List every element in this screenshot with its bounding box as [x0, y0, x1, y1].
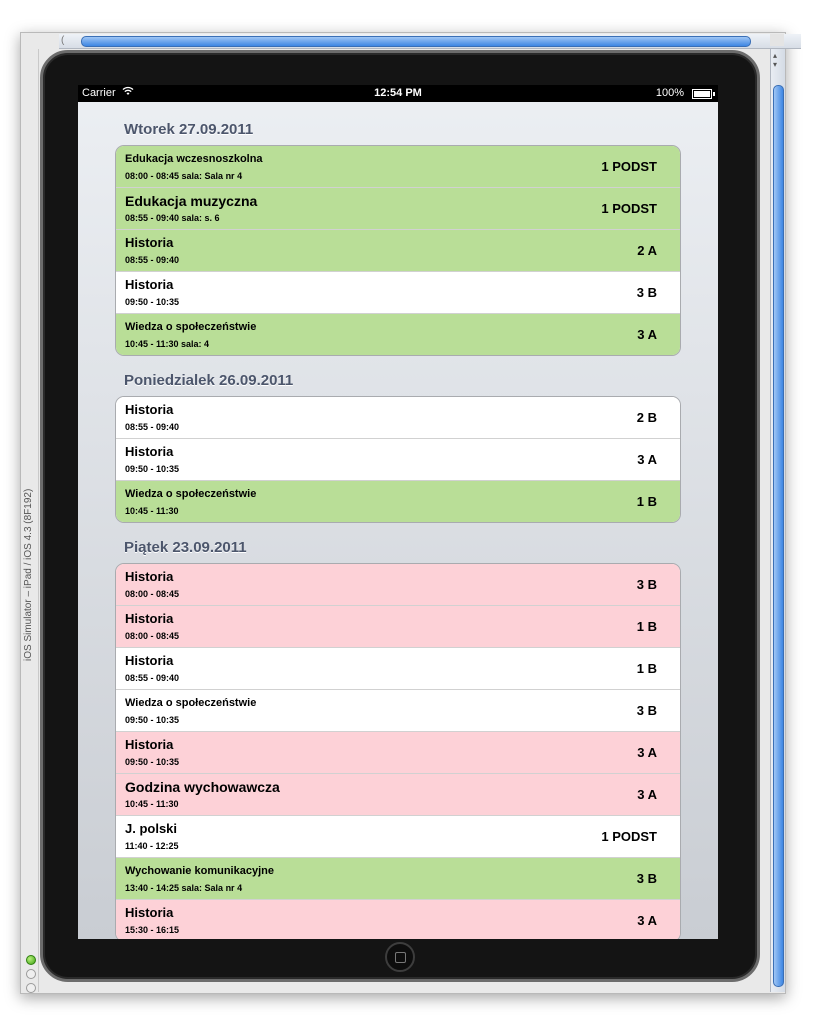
lesson-time: 08:00 - 08:45 sala: Sala nr 4 — [125, 171, 243, 181]
ios-screen — [78, 85, 718, 939]
lesson-class: 2 A — [637, 243, 657, 258]
lesson-time: 09:50 - 10:35 — [125, 464, 180, 474]
horizontal-scrollbar[interactable] — [59, 34, 801, 49]
lesson-time: 11:40 - 12:25 — [125, 841, 179, 851]
lesson-row[interactable] — [116, 899, 680, 939]
minimize-button-icon[interactable] — [26, 969, 36, 979]
lesson-class: 1 B — [636, 494, 657, 509]
lesson-subject: Historia — [125, 611, 174, 626]
lesson-class: 3 B — [636, 577, 657, 592]
section-header: Wtorek 27.09.2011 — [124, 121, 254, 138]
lesson-subject: Historia — [125, 737, 174, 752]
lesson-group — [115, 145, 681, 356]
lesson-group — [115, 396, 681, 523]
lesson-subject: Wiedza o społeczeństwie — [125, 697, 257, 709]
lesson-row[interactable] — [116, 815, 680, 857]
scroll-up-down-icon[interactable]: ▴ ▾ — [773, 51, 778, 69]
lesson-class: 2 B — [636, 410, 657, 425]
home-button[interactable] — [385, 942, 415, 972]
lesson-class: 3 B — [636, 871, 657, 886]
lesson-class: 3 A — [637, 327, 657, 342]
lesson-time: 08:00 - 08:45 — [125, 589, 180, 599]
lesson-row[interactable] — [116, 731, 680, 773]
lesson-time: 10:45 - 11:30 sala: 4 — [125, 339, 210, 349]
home-square-icon — [395, 952, 406, 963]
lesson-subject: Wychowanie komunikacyjne — [125, 865, 274, 877]
lesson-time: 15:30 - 16:15 — [125, 925, 180, 935]
simulator-side-gutter — [21, 49, 39, 992]
lesson-class: 1 PODST — [601, 829, 657, 844]
lesson-class: 3 A — [637, 745, 657, 760]
scroll-left-cap-icon: ( — [61, 35, 65, 46]
resize-corner-icon[interactable] — [770, 34, 784, 46]
horizontal-scroll-thumb[interactable] — [81, 36, 751, 47]
vertical-scroll-thumb[interactable] — [773, 85, 784, 987]
status-bar — [78, 85, 718, 102]
schedule-table[interactable] — [115, 115, 681, 939]
lesson-class: 1 B — [636, 661, 657, 676]
lesson-subject: Godzina wychowawcza — [125, 779, 280, 795]
lesson-row[interactable] — [116, 229, 680, 271]
lesson-row[interactable] — [116, 397, 680, 438]
lesson-subject: Historia — [125, 569, 174, 584]
lesson-subject: Wiedza o społeczeństwie — [125, 321, 257, 333]
lesson-class: 3 B — [636, 703, 657, 718]
lesson-class: 1 PODST — [601, 159, 657, 174]
lesson-row[interactable] — [116, 773, 680, 815]
lesson-subject: J. polski — [125, 821, 178, 836]
lesson-time: 08:55 - 09:40 — [125, 255, 180, 265]
lesson-class: 3 A — [637, 787, 657, 802]
lesson-row[interactable] — [116, 689, 680, 731]
clock: 12:54 PM — [374, 87, 422, 99]
lesson-time: 13:40 - 14:25 sala: Sala nr 4 — [125, 883, 243, 893]
lesson-time: 08:55 - 09:40 sala: s. 6 — [125, 213, 220, 223]
lesson-time: 08:55 - 09:40 — [125, 673, 180, 683]
lesson-row[interactable] — [116, 146, 680, 187]
lesson-subject: Historia — [125, 402, 174, 417]
lesson-row[interactable] — [116, 605, 680, 647]
battery-icon — [692, 89, 712, 99]
lesson-subject: Historia — [125, 653, 174, 668]
lesson-row[interactable] — [116, 313, 680, 355]
lesson-class: 3 A — [637, 913, 657, 928]
lesson-time: 08:00 - 08:45 — [125, 631, 180, 641]
lesson-class: 1 B — [636, 619, 657, 634]
lesson-subject: Historia — [125, 905, 174, 920]
simulator-title: iOS Simulator – iPad / iOS 4.3 (8F192) — [23, 488, 34, 661]
zoom-button-icon[interactable] — [26, 955, 36, 965]
lesson-group — [115, 563, 681, 939]
lesson-subject: Edukacja wczesnoszkolna — [125, 153, 263, 165]
section-header: Piątek 23.09.2011 — [124, 539, 247, 556]
section-header: Poniedzialek 26.09.2011 — [124, 372, 294, 389]
vertical-scrollbar[interactable] — [770, 49, 785, 992]
carrier-label: Carrier — [82, 87, 116, 99]
lesson-class: 1 PODST — [601, 201, 657, 216]
lesson-subject: Edukacja muzyczna — [125, 193, 258, 209]
lesson-row[interactable] — [116, 857, 680, 899]
lesson-row[interactable] — [116, 480, 680, 522]
lesson-time: 10:45 - 11:30 — [125, 506, 179, 516]
lesson-subject: Historia — [125, 277, 174, 292]
lesson-row[interactable] — [116, 438, 680, 480]
lesson-class: 3 A — [637, 452, 657, 467]
lesson-row[interactable] — [116, 647, 680, 689]
lesson-time: 10:45 - 11:30 — [125, 799, 179, 809]
lesson-time: 09:50 - 10:35 — [125, 715, 180, 725]
lesson-subject: Wiedza o społeczeństwie — [125, 488, 257, 500]
lesson-row[interactable] — [116, 271, 680, 313]
lesson-row[interactable] — [116, 564, 680, 605]
close-button-icon[interactable] — [26, 983, 36, 993]
lesson-time: 08:55 - 09:40 — [125, 422, 180, 432]
lesson-time: 09:50 - 10:35 — [125, 757, 180, 767]
battery-percentage: 100% — [655, 87, 684, 99]
lesson-row[interactable] — [116, 187, 680, 229]
lesson-class: 3 B — [636, 285, 657, 300]
lesson-subject: Historia — [125, 444, 174, 459]
lesson-time: 09:50 - 10:35 — [125, 297, 180, 307]
lesson-subject: Historia — [125, 235, 174, 250]
